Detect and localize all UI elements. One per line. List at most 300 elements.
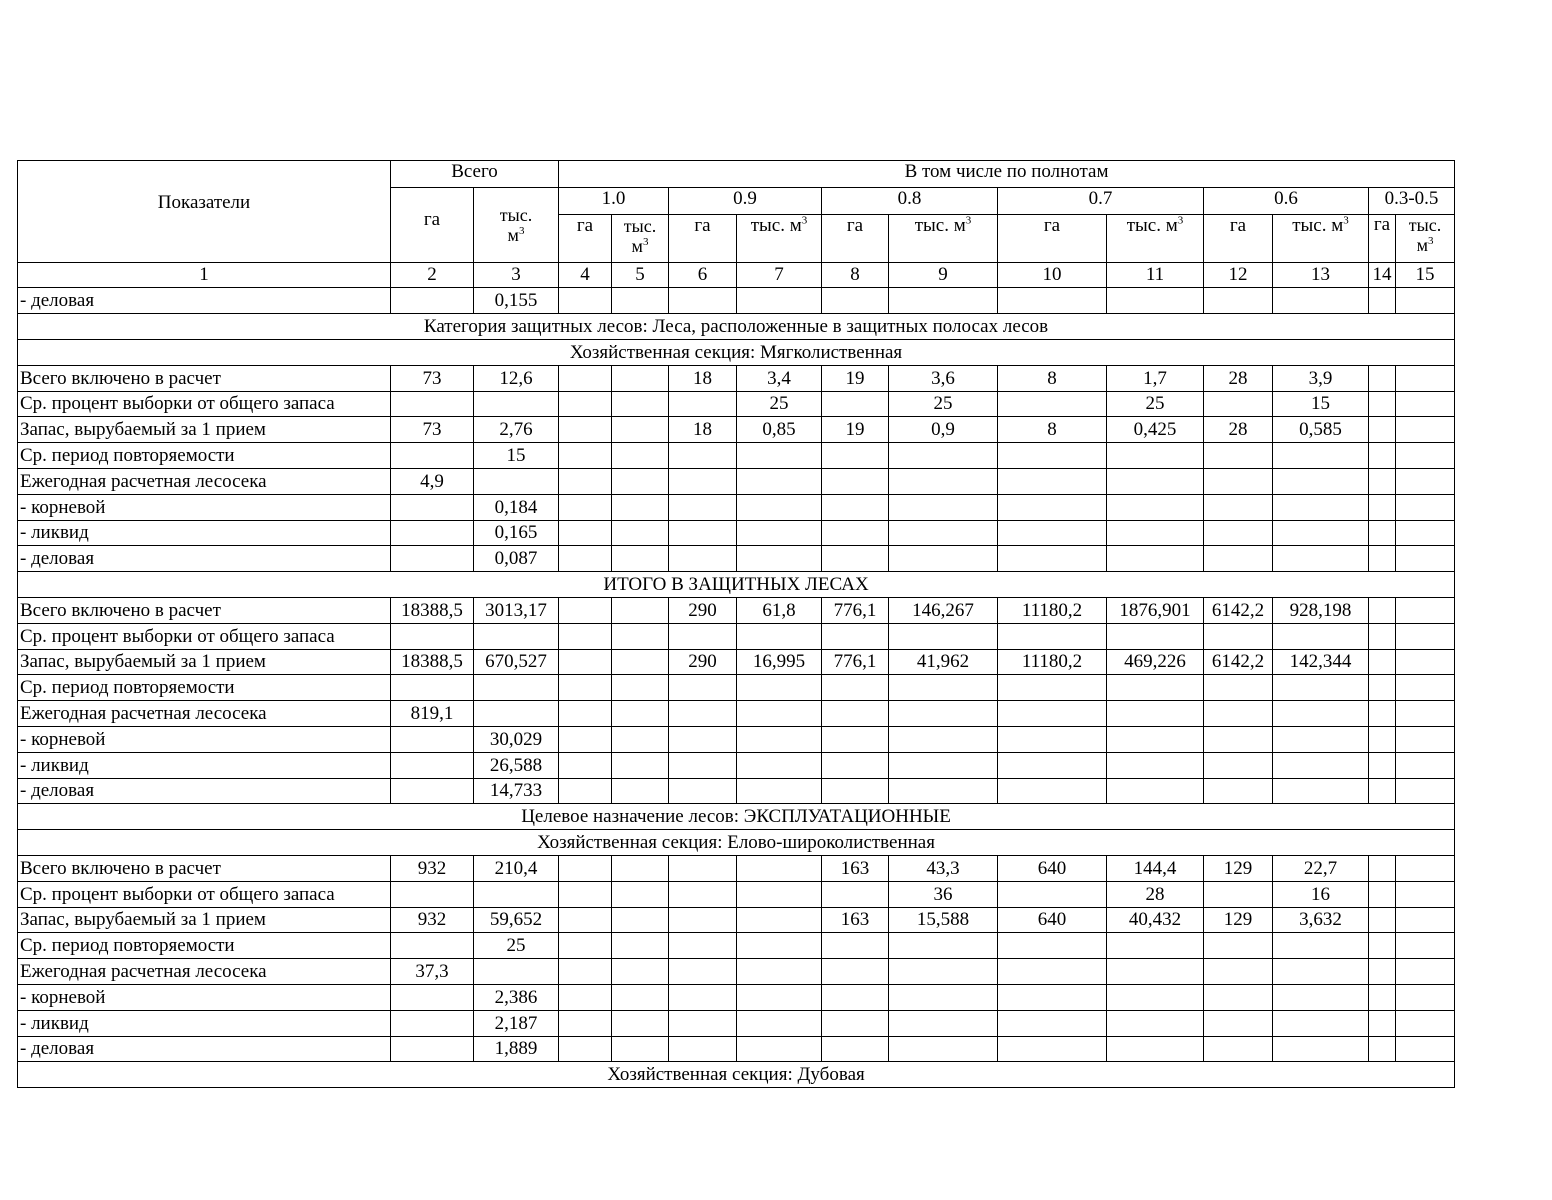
section-header-row [18,1062,1455,1088]
table-cell [1396,520,1455,546]
table-cell [559,520,612,546]
table-row [18,1036,1455,1062]
table-cell [1369,288,1396,314]
table-cell [737,1010,822,1036]
header-unit-tys: тыс. $м^3$ [737,214,822,262]
table-cell [391,881,474,907]
row-label: Ср. период повторяемости [18,675,391,701]
table-cell [822,752,889,778]
table-cell [1396,468,1455,494]
table-cell: 22,7 [1273,855,1369,881]
table-cell: 469,226 [1107,649,1204,675]
header-polnota-0-3-0-5: 0.3-0.5 [1369,187,1455,214]
table-cell [612,907,669,933]
table-cell [1396,649,1455,675]
section-title: Категория защитных лесов: Леса, расположенные в защитных полосах лесов [18,314,1455,340]
row-label: Запас, вырубаемый за 1 прием [18,417,391,443]
table-cell [1369,546,1396,572]
table-cell: 290 [669,649,737,675]
table-cell [1204,1010,1273,1036]
table-cell [737,881,822,907]
table-cell: 3,9 [1273,365,1369,391]
table-cell [1107,984,1204,1010]
table-cell [998,933,1107,959]
row-label: Ср. процент выборки от общего запаса [18,391,391,417]
table-cell [998,881,1107,907]
table-cell: 932 [391,855,474,881]
table-cell: 144,4 [1107,855,1204,881]
table-cell [822,933,889,959]
table-cell: 12,6 [474,365,559,391]
header-unit-tys: тыс. $м^3$ [1273,214,1369,262]
table-cell [822,1010,889,1036]
table-cell [737,494,822,520]
table-row [18,984,1455,1010]
table-cell [822,984,889,1010]
table-cell [612,288,669,314]
section-title: Хозяйственная секция: Елово-широколиственная [18,830,1455,856]
table-row [18,597,1455,623]
table-cell: 776,1 [822,597,889,623]
table-cell [1204,520,1273,546]
table-cell: 18 [669,417,737,443]
table-cell: 15,588 [889,907,998,933]
table-cell [1396,288,1455,314]
table-cell [1107,701,1204,727]
table-cell [1107,778,1204,804]
table-body [18,288,1455,1088]
row-label: Ср. процент выборки от общего запаса [18,881,391,907]
section-header-row [18,830,1455,856]
table-cell [1273,494,1369,520]
table-cell [889,546,998,572]
table-cell [1396,855,1455,881]
table-cell: 129 [1204,907,1273,933]
table-cell [889,752,998,778]
table-cell: 163 [822,855,889,881]
header-unit-tys: тыс. $м^3$ [1396,214,1455,262]
header-vsego-tys: тыс. $м^3$ [474,187,559,262]
table-cell [669,520,737,546]
table-cell: 0,184 [474,494,559,520]
table-cell [1369,778,1396,804]
table-cell [737,726,822,752]
table-cell [669,881,737,907]
table-cell: 142,344 [1273,649,1369,675]
table-cell [612,391,669,417]
table-cell [612,701,669,727]
table-cell [669,933,737,959]
table-cell [474,468,559,494]
table-cell [669,288,737,314]
table-cell: 11180,2 [998,649,1107,675]
table-cell [391,623,474,649]
row-label: Всего включено в расчет [18,597,391,623]
column-number: 4 [559,262,612,288]
table-cell [669,984,737,1010]
column-number: 3 [474,262,559,288]
table-cell [559,855,612,881]
row-label: - корневой [18,494,391,520]
table-cell [822,959,889,985]
table-cell [822,468,889,494]
table-cell [737,752,822,778]
table-cell [1204,701,1273,727]
header-polnota-0-6: 0.6 [1204,187,1369,214]
header-unit-tys: тыс. $м^3$ [612,214,669,262]
table-cell: 73 [391,417,474,443]
table-cell [559,726,612,752]
table-cell [1273,752,1369,778]
table-cell [391,1036,474,1062]
table-cell [1369,391,1396,417]
table-cell: 59,652 [474,907,559,933]
row-label: - деловая [18,288,391,314]
table-cell [1107,623,1204,649]
table-cell: 3,6 [889,365,998,391]
table-cell [1396,623,1455,649]
row-label: - деловая [18,1036,391,1062]
table-cell [669,1010,737,1036]
table-cell [669,494,737,520]
table-cell [1204,675,1273,701]
table-cell [1396,675,1455,701]
table-cell: 15 [1273,391,1369,417]
table-cell: 41,962 [889,649,998,675]
table-cell [391,752,474,778]
table-row [18,701,1455,727]
table-cell: 15 [474,443,559,469]
header-unit-ga: га [669,214,737,262]
table-cell [1107,675,1204,701]
table-cell [1273,468,1369,494]
table-cell [1107,1010,1204,1036]
table-cell [1107,494,1204,520]
table-cell [889,726,998,752]
table-cell: 6142,2 [1204,597,1273,623]
table-cell [998,778,1107,804]
table-cell: 146,267 [889,597,998,623]
table-cell [889,778,998,804]
table-cell [889,443,998,469]
table-cell: 2,187 [474,1010,559,1036]
table-cell [474,623,559,649]
row-label: - корневой [18,726,391,752]
header-polnota-0-7: 0.7 [998,187,1204,214]
table-cell [822,675,889,701]
table-cell [559,468,612,494]
table-row [18,443,1455,469]
table-cell: 73 [391,365,474,391]
table-cell [559,623,612,649]
table-cell [559,933,612,959]
table-cell: 61,8 [737,597,822,623]
table-cell [1369,417,1396,443]
table-cell: 25 [474,933,559,959]
table-cell [391,1010,474,1036]
section-header-row [18,804,1455,830]
table-row [18,778,1455,804]
table-cell: 25 [737,391,822,417]
table-cell [559,959,612,985]
table-cell [559,288,612,314]
table-cell [612,1036,669,1062]
table-cell [1369,623,1396,649]
table-cell [1369,752,1396,778]
header-pokazateli: Показатели [18,161,391,263]
table-cell [1204,391,1273,417]
table-cell [612,520,669,546]
table-cell: 163 [822,907,889,933]
table-header [18,161,1455,288]
table-cell [612,959,669,985]
table-cell: 18 [669,365,737,391]
column-number: 7 [737,262,822,288]
table-cell: 0,155 [474,288,559,314]
table-cell [612,778,669,804]
table-cell [998,443,1107,469]
table-cell [1396,778,1455,804]
row-label: Ежегодная расчетная лесосека [18,701,391,727]
table-cell [559,597,612,623]
column-number: 5 [612,262,669,288]
column-number: 15 [1396,262,1455,288]
table-cell: 30,029 [474,726,559,752]
table-cell [822,546,889,572]
table-cell [822,288,889,314]
table-cell [998,546,1107,572]
table-cell: 1876,901 [1107,597,1204,623]
table-cell [612,597,669,623]
total-header-row [18,572,1455,598]
table-cell [1369,649,1396,675]
table-cell [669,675,737,701]
section-header-row [18,339,1455,365]
section-header-row [18,314,1455,340]
table-cell [559,546,612,572]
table-row [18,959,1455,985]
table-cell [669,1036,737,1062]
table-cell [1273,701,1369,727]
table-cell [559,675,612,701]
table-cell: 18388,5 [391,597,474,623]
table-cell [998,726,1107,752]
table-cell: 932 [391,907,474,933]
table-cell [1369,855,1396,881]
table-cell [1204,623,1273,649]
table-row [18,365,1455,391]
table-cell: 25 [889,391,998,417]
table-cell [1273,288,1369,314]
table-row [18,417,1455,443]
table-cell: 0,9 [889,417,998,443]
table-cell [889,494,998,520]
table-cell [1273,443,1369,469]
table-cell [1204,443,1273,469]
table-cell [559,494,612,520]
table-cell [737,623,822,649]
table-cell [737,984,822,1010]
table-cell [889,984,998,1010]
table-cell [737,959,822,985]
header-unit-ga: га [1369,214,1396,262]
column-number: 6 [669,262,737,288]
table-cell [612,546,669,572]
table-cell [822,726,889,752]
table-cell [559,649,612,675]
column-number: 9 [889,262,998,288]
table-cell [1396,881,1455,907]
row-label: Запас, вырубаемый за 1 прием [18,649,391,675]
table-cell [1369,520,1396,546]
table-cell [474,675,559,701]
table-cell [1396,701,1455,727]
table-cell [612,675,669,701]
table-cell: 1,7 [1107,365,1204,391]
table-cell [998,288,1107,314]
table-cell [391,984,474,1010]
table-cell [737,288,822,314]
table-cell [889,933,998,959]
table-cell [737,855,822,881]
table-row [18,494,1455,520]
column-number: 11 [1107,262,1204,288]
table-cell: 37,3 [391,959,474,985]
table-row [18,468,1455,494]
table-cell [737,778,822,804]
header-polnota-0-8: 0.8 [822,187,998,214]
table-cell [391,520,474,546]
table-cell [391,726,474,752]
table-cell [612,1010,669,1036]
table-cell [1204,984,1273,1010]
table-cell [1369,933,1396,959]
row-label: Ежегодная расчетная лесосека [18,468,391,494]
table-cell [391,778,474,804]
table-cell [1204,468,1273,494]
table-cell [998,752,1107,778]
table-cell [889,520,998,546]
table-cell [1396,907,1455,933]
table-cell [1107,520,1204,546]
table-cell [822,494,889,520]
header-unit-ga: га [559,214,612,262]
table-cell [737,675,822,701]
table-cell [1396,726,1455,752]
table-cell [474,701,559,727]
table-cell [669,468,737,494]
table-cell [737,520,822,546]
table-cell: 8 [998,365,1107,391]
table-cell: 4,9 [391,468,474,494]
header-unit-ga: га [822,214,889,262]
table-cell [1396,959,1455,985]
table-cell [737,701,822,727]
row-label: - деловая [18,778,391,804]
table-cell: 8 [998,417,1107,443]
forest-cutting-table [17,160,1455,1088]
column-number: 14 [1369,262,1396,288]
table-cell: 14,733 [474,778,559,804]
table-row [18,1010,1455,1036]
column-number: 10 [998,262,1107,288]
table-cell: 2,386 [474,984,559,1010]
table-cell [737,468,822,494]
row-label: Запас, вырубаемый за 1 прием [18,907,391,933]
table-cell [391,288,474,314]
table-cell [1369,959,1396,985]
table-cell [998,468,1107,494]
table-cell [1204,288,1273,314]
table-cell [559,701,612,727]
table-cell: 640 [998,907,1107,933]
table-row [18,623,1455,649]
table-cell [1204,881,1273,907]
table-cell: 928,198 [1273,597,1369,623]
table-cell [998,494,1107,520]
table-cell [559,417,612,443]
table-cell [612,984,669,1010]
table-cell [1204,494,1273,520]
table-cell [612,855,669,881]
table-cell [889,1036,998,1062]
table-cell [559,881,612,907]
section-title: Хозяйственная секция: Дубовая [18,1062,1455,1088]
table-cell [612,881,669,907]
table-cell [1396,984,1455,1010]
table-cell [559,752,612,778]
table-cell [998,623,1107,649]
table-cell [612,494,669,520]
table-cell [1369,494,1396,520]
row-label: Ср. период повторяемости [18,443,391,469]
table-cell [559,443,612,469]
table-cell [822,520,889,546]
table-cell [669,623,737,649]
column-number-row [18,262,1455,288]
table-cell: 11180,2 [998,597,1107,623]
table-row [18,675,1455,701]
row-label: - ликвид [18,1010,391,1036]
section-title: ИТОГО В ЗАЩИТНЫХ ЛЕСАХ [18,572,1455,598]
table-cell [889,288,998,314]
table-cell [1273,675,1369,701]
table-cell [737,546,822,572]
table-row [18,752,1455,778]
table-row [18,933,1455,959]
table-cell [474,391,559,417]
table-cell [1396,933,1455,959]
table-cell: 1,889 [474,1036,559,1062]
table-cell [1369,443,1396,469]
table-cell [669,546,737,572]
table-cell [612,365,669,391]
table-row [18,520,1455,546]
table-cell: 640 [998,855,1107,881]
table-row [18,855,1455,881]
header-v-tom-chisle: В том числе по полнотам [559,161,1455,188]
table-cell: 0,585 [1273,417,1369,443]
table-cell [612,417,669,443]
table-row [18,881,1455,907]
table-cell [1273,1010,1369,1036]
table-cell [612,726,669,752]
table-cell [1369,881,1396,907]
header-unit-ga: га [998,214,1107,262]
row-label: Ср. процент выборки от общего запаса [18,623,391,649]
table-cell [889,701,998,727]
row-label: Ежегодная расчетная лесосека [18,959,391,985]
